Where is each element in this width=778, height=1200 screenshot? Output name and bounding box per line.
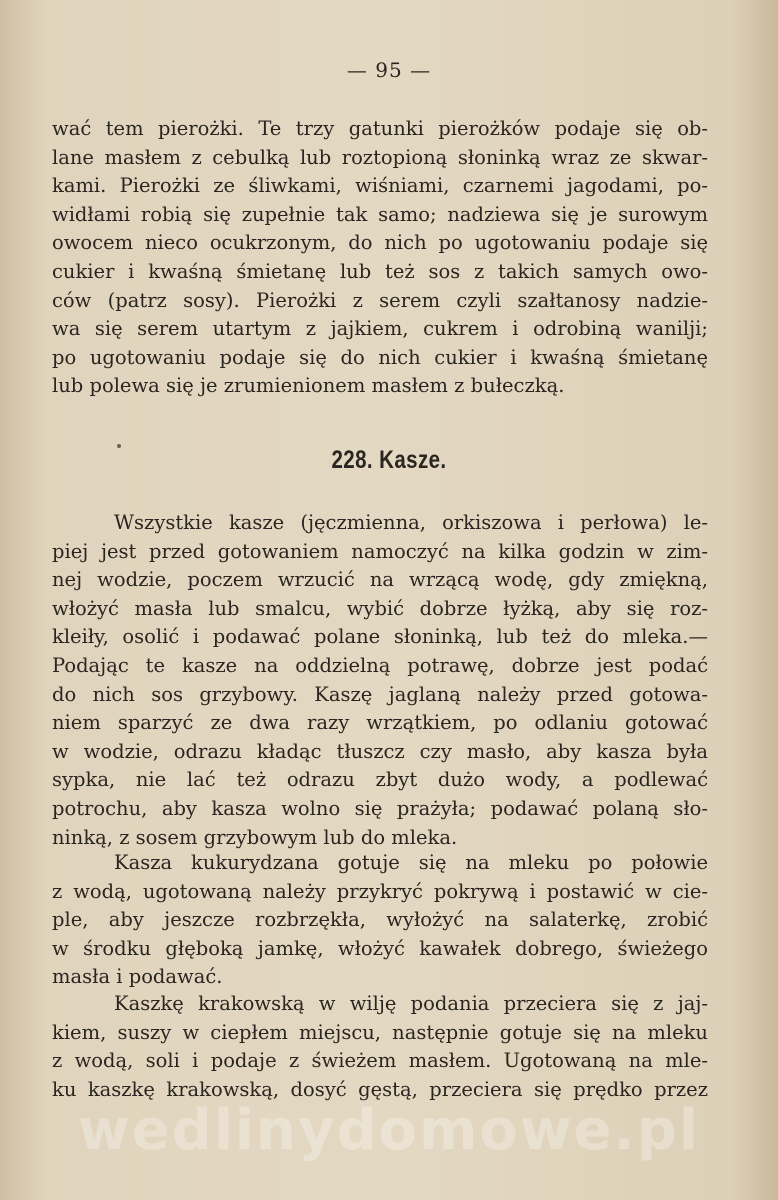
text-line: masła i podawać. [52, 965, 223, 989]
paragraph [52, 849, 708, 992]
text-line: w środku głęboką jamkę, włożyć kawałek dobrego, świeżego [52, 936, 708, 960]
text-line: ple, aby jeszcze rozbrzękła, wyłożyć na salaterkę, zrobić [52, 908, 708, 932]
text-line: widłami robią się zupełnie tak samo; nadziewa się je surowym [52, 202, 708, 226]
watermark: wedlinydomowe.pl [77, 1098, 701, 1163]
text-line: kami. Pierożki ze śliwkami, wiśniami, czarnemi jagodami, po- [52, 174, 708, 198]
text-line: owocem nieco ocukrzonym, do nich po ugotowaniu podaje się [52, 231, 708, 255]
text-line: wać tem pierożki. Te trzy gatunki pierożków podaje się ob- [52, 117, 708, 140]
text-line: Wszystkie kasze (jęczmienna, orkiszowa i perłowa) le- [114, 511, 708, 534]
text-line: w wodzie, odrazu kładąc tłuszcz czy masło, aby kasza była [52, 739, 708, 763]
text-line: cukier i kwaśną śmietanę lub też sos z takich samych owo- [52, 259, 708, 283]
page-number: — 95 — [346, 58, 432, 82]
text-line: sypka, nie lać też odrazu zbyt dużo wody, a podlewać [52, 768, 708, 792]
text-line: ku kaszkę krakowską, dosyć gęstą, przeciera się prędko przez [52, 1077, 708, 1101]
text-line: piej jest przed gotowaniem namoczyć na kilka godzin w zim- [52, 539, 708, 563]
text-line: po ugotowaniu podaje się do nich cukier i kwaśną śmietanę [52, 345, 708, 369]
text-line: kiem, suszy w ciepłem miejscu, następnie gotuje się na mleku [52, 1020, 708, 1044]
text-line: z wodą, ugotowaną należy przykryć pokrywą i postawić w cie- [52, 879, 708, 903]
text-line: nej wodzie, poczem wrzucić na wrzącą wodę, gdy zmiękną, [52, 568, 708, 592]
text-line: ninką, z sosem grzybowym lub do mleka. [52, 825, 458, 849]
paragraph [52, 990, 708, 1104]
text-line: włożyć masła lub smalcu, wybić dobrze łyżką, aby się roz- [52, 596, 708, 620]
text-line: lane masłem z cebulką lub roztopioną słoninką wraz ze skwar- [52, 145, 708, 169]
text-line: do nich sos grzybowy. Kaszę jaglaną należy przed gotowa- [52, 682, 708, 706]
text-line: lub polewa się je zrumienionem masłem z bułeczką. [52, 374, 565, 398]
text-line: Kasza kukurydzana gotuje się na mleku po połowie [114, 851, 708, 874]
text-line: wa się serem utartym z jajkiem, cukrem i odrobiną wanilji; [52, 317, 708, 341]
paragraph [52, 509, 708, 852]
section-heading: 228. Kasze. [331, 446, 447, 474]
continued-paragraph [52, 115, 708, 401]
text-line: kleiły, osolić i podawać polane słoninką, lub też do mleka.— [52, 625, 708, 649]
text-line: niem sparzyć ze dwa razy wrzątkiem, po odlaniu gotować [52, 711, 708, 735]
text-line: potrochu, aby kasza wolno się prażyła; podawać polaną sło- [52, 796, 708, 820]
text-line: Podając te kasze na oddzielną potrawę, dobrze jest podać [52, 653, 708, 677]
text-line: Kaszkę krakowską w wilję podania przeciera się z jaj- [114, 992, 708, 1015]
text-line: ców (patrz sosy). Pierożki z serem czyli szałtanosy nadzie- [52, 288, 708, 312]
text-line: z wodą, soli i podaje z świeżem masłem. Ugotowaną na mle- [52, 1049, 708, 1073]
